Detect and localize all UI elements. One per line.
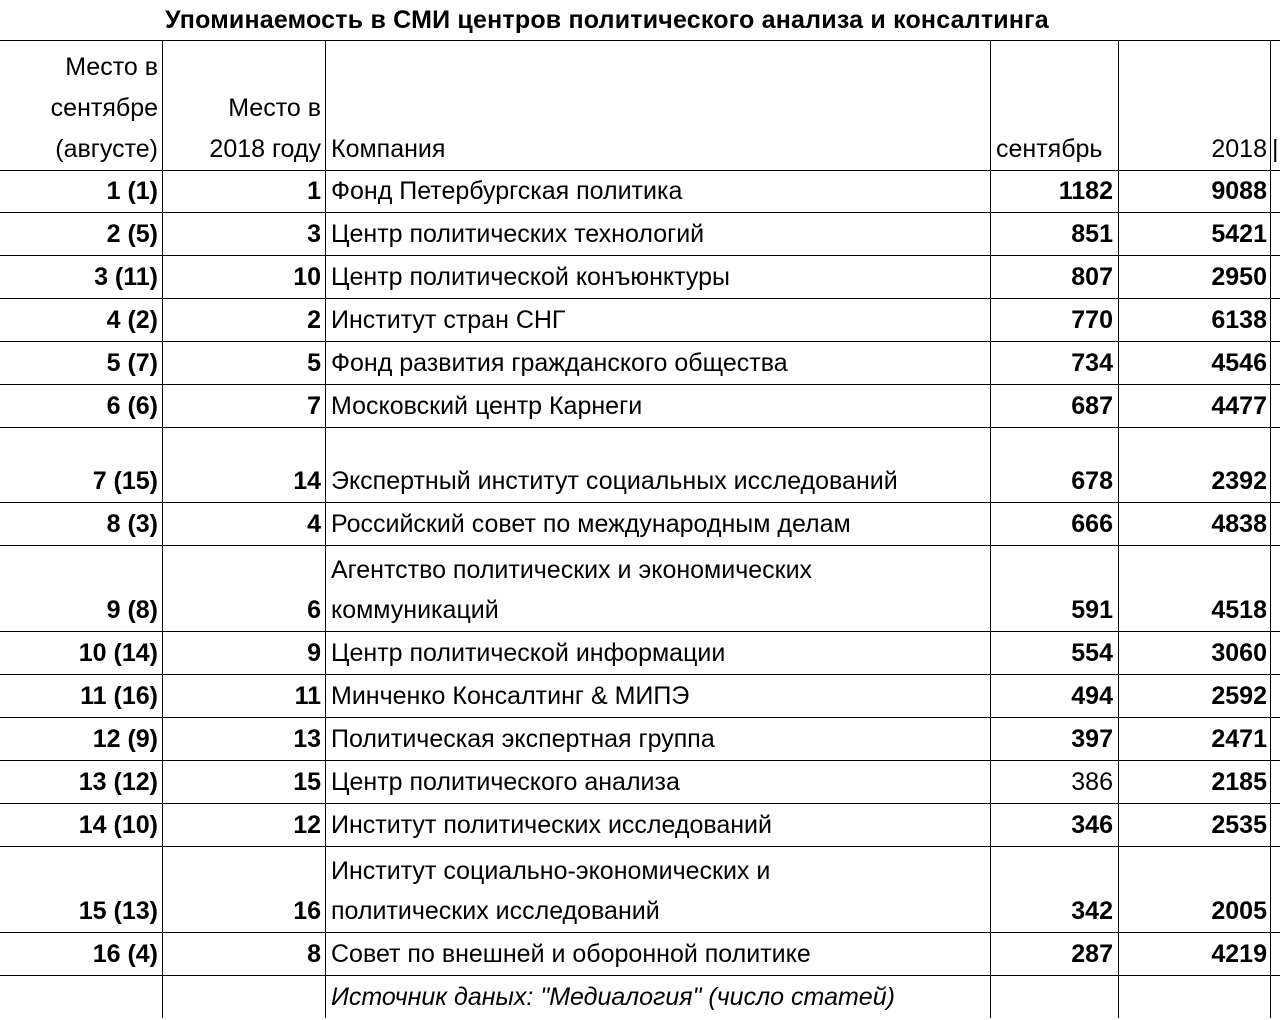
row-place: 13 (12): [78, 768, 158, 796]
row-year-place: 10: [293, 263, 321, 291]
row-year-place: 11: [294, 682, 321, 710]
header-place-month: сентябре: [50, 94, 158, 122]
header-place-month: Место в: [65, 53, 158, 81]
grid-line: [0, 631, 1280, 632]
grid-line: [0, 760, 1280, 761]
grid-line: [0, 846, 1280, 847]
row-company: Экспертный институт социальных исследований: [331, 467, 898, 495]
row-month: 678: [1071, 467, 1113, 495]
header-place-year: Место в: [228, 94, 321, 122]
row-year-place: 1: [307, 177, 321, 205]
row-place: 3 (11): [94, 263, 158, 291]
row-month: 591: [1071, 596, 1113, 624]
row-place: 2 (5): [106, 220, 158, 248]
row-company: Московский центр Карнеги: [331, 392, 643, 420]
row-month: 851: [1071, 220, 1113, 248]
row-place: 16 (4): [92, 940, 158, 968]
header-year: 2018: [1211, 135, 1267, 163]
row-month: 346: [1071, 811, 1113, 839]
row-company: Центр политической конъюнктуры: [331, 263, 730, 291]
row-place: 5 (7): [106, 349, 158, 377]
row-year-place: 5: [307, 349, 321, 377]
grid-line: [0, 674, 1280, 675]
row-company: Центр политической информации: [331, 639, 726, 667]
row-year-place: 2: [307, 306, 321, 334]
row-year-place: 16: [293, 897, 321, 925]
row-place: 1 (1): [106, 177, 158, 205]
grid-line: [0, 384, 1280, 385]
row-place: 4 (2): [106, 306, 158, 334]
grid-line: [0, 975, 1280, 976]
row-month: 666: [1071, 510, 1113, 538]
grid-line: [0, 803, 1280, 804]
row-place: 12 (9): [92, 725, 158, 753]
grid-line: [0, 502, 1280, 503]
row-place: 8 (3): [106, 510, 158, 538]
row-company: Институт социально-экономических и: [331, 857, 771, 885]
row-year-total: 9088: [1211, 177, 1267, 205]
row-month: 1182: [1058, 177, 1113, 205]
row-month: 397: [1071, 725, 1113, 753]
row-year-total: 2185: [1211, 768, 1267, 796]
row-year-place: 8: [307, 940, 321, 968]
grid-line: [0, 212, 1280, 213]
header-place-year: 2018 году: [209, 135, 321, 163]
row-year-total: 2005: [1211, 897, 1267, 925]
row-company: Минченко Консалтинг & МИПЭ: [331, 682, 690, 710]
row-year-place: 6: [307, 596, 321, 624]
row-year-place: 13: [293, 725, 321, 753]
row-year-place: 3: [307, 220, 321, 248]
row-company: Центр политического анализа: [331, 768, 680, 796]
row-year-total: 3060: [1211, 639, 1267, 667]
header-cut: |: [1272, 135, 1279, 163]
grid-line: [0, 717, 1280, 718]
row-year-place: 7: [307, 392, 321, 420]
row-year-total: 2950: [1211, 263, 1267, 291]
row-year-place: 14: [293, 467, 321, 495]
row-place: 6 (6): [106, 392, 158, 420]
row-year-place: 4: [307, 510, 321, 538]
row-company: коммуникаций: [331, 596, 499, 624]
row-year-total: 4546: [1211, 349, 1267, 377]
row-company: политических исследований: [331, 897, 660, 925]
row-place: 11 (16): [80, 682, 158, 710]
row-month: 687: [1071, 392, 1113, 420]
row-place: 7 (15): [92, 467, 158, 495]
row-place: 10 (14): [78, 639, 158, 667]
row-company: Агентство политических и экономических: [331, 556, 813, 584]
source-note: Источник даных: "Медиалогия" (число статей): [331, 983, 895, 1011]
row-month: 770: [1071, 306, 1113, 334]
row-company: Центр политических технологий: [331, 220, 705, 248]
grid-line: [0, 298, 1280, 299]
row-year-total: 2535: [1211, 811, 1267, 839]
row-year-place: 12: [293, 811, 321, 839]
header-company: Компания: [331, 135, 446, 163]
row-company: Политическая экспертная группа: [331, 725, 715, 753]
row-month: 287: [1071, 940, 1113, 968]
grid-line: [1270, 41, 1271, 1018]
row-company: Фонд Петербургская политика: [331, 177, 683, 205]
row-company: Совет по внешней и оборонной политике: [331, 940, 811, 968]
row-year-total: 4219: [1211, 940, 1267, 968]
row-place: 14 (10): [78, 811, 158, 839]
row-month: 386: [1071, 768, 1113, 796]
row-month: 494: [1071, 682, 1113, 710]
grid-line: [0, 40, 1280, 41]
grid-line: [325, 41, 326, 1018]
row-month: 342: [1071, 897, 1113, 925]
row-company: Институт стран СНГ: [331, 306, 566, 334]
header-month: сентябрь: [996, 135, 1103, 163]
table-title: Упоминаемость в СМИ центров политического анализа и консалтинга: [165, 6, 1049, 34]
row-month: 734: [1071, 349, 1113, 377]
row-year-total: 4838: [1211, 510, 1267, 538]
row-company: Фонд развития гражданского общества: [331, 349, 788, 377]
row-company: Институт политических исследований: [331, 811, 772, 839]
grid-line: [0, 427, 1280, 428]
row-company: Российский совет по международным делам: [331, 510, 851, 538]
row-month: 807: [1071, 263, 1113, 291]
row-year-place: 9: [307, 639, 321, 667]
row-year-total: 4477: [1211, 392, 1267, 420]
row-place: 15 (13): [78, 897, 158, 925]
row-year-total: 2592: [1211, 682, 1267, 710]
row-year-total: 2471: [1211, 725, 1267, 753]
row-year-total: 6138: [1211, 306, 1267, 334]
row-year-place: 15: [293, 768, 321, 796]
row-year-total: 2392: [1211, 467, 1267, 495]
header-place-month: (августе): [55, 135, 158, 163]
row-year-total: 4518: [1211, 596, 1267, 624]
row-month: 554: [1071, 639, 1113, 667]
grid-line: [0, 932, 1280, 933]
grid-line: [0, 255, 1280, 256]
grid-line: [0, 341, 1280, 342]
row-place: 9 (8): [106, 596, 158, 624]
grid-line: [0, 545, 1280, 546]
row-year-total: 5421: [1211, 220, 1267, 248]
